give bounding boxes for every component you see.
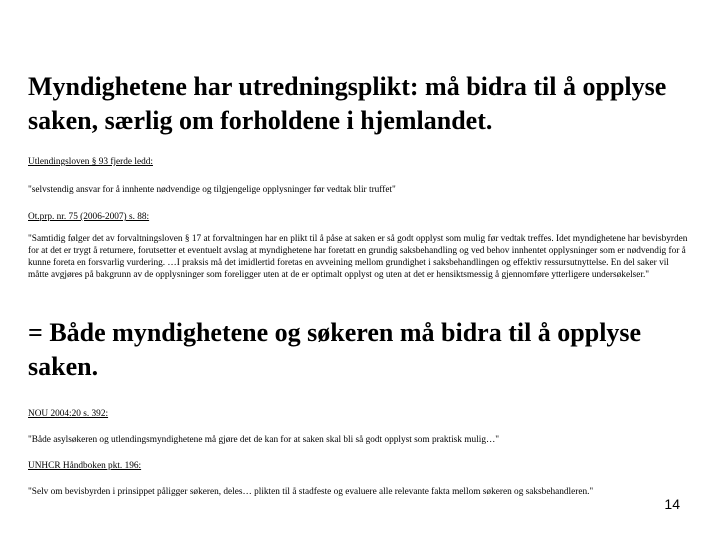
source-nou: NOU 2004:20 s. 392: xyxy=(28,409,109,419)
source-utlendingsloven: Utlendingsloven § 93 fjerde ledd: xyxy=(28,157,153,167)
quote-nou: "Både asylsøkeren og utlendingsmyndighetene må gjøre det de kan for at saken skal bli så godt opplyst som praktisk mulig…" xyxy=(28,435,500,445)
source-unhcr: UNHCR Håndboken pkt. 196: xyxy=(28,461,142,471)
quote-unhcr: "Selv om bevisbyrden i prinsippet påligger søkeren, deles… plikten til å stadfeste og evaluere alle relevante fakta mellom søkeren og saksbehandleren." xyxy=(28,487,594,497)
source-otprp: Ot.prp. nr. 75 (2006-2007) s. 88: xyxy=(28,212,150,222)
quote-otprp: "Samtidig følger det av forvaltningsloven § 17 at forvaltningen har en plikt til å påse at saken er så godt opplyst som mulig før vedtak treffes. Idet myndighetene har bevisbyrden for at det er trygt å returnere, forutsetter et eventuelt avslag at myndighetene har foretatt en grundig saksbehandling og ved behov innhentet opplysninger som er nødvendig for å kunne foreta en forsvarlig vurdering. …I praksis må det imidlertid foretas en avveining mellom grundighet i saksbehandlingen og effektiv ressursutnyttelse. En del saker vil måtte avgjøres på bakgrunn av de opplysninger som foreligger uten at de er optimalt opplyst og uten at det er hensiktsmessig å gjennomføre ytterligere undersøkelser." xyxy=(28,234,688,280)
main-heading: Myndighetene har utredningsplikt: må bidra til å opplyse saken, særlig om forholdene i hjemlandet. xyxy=(28,72,667,135)
conclusion-heading: = Både myndighetene og søkeren må bidra til å opplyse saken. xyxy=(28,318,642,381)
page-number: 14 xyxy=(664,496,680,512)
quote-utlendingsloven: "selvstendig ansvar for å innhente nødvendige og tilgjengelige opplysninger før vedtak blir truffet" xyxy=(28,185,396,195)
